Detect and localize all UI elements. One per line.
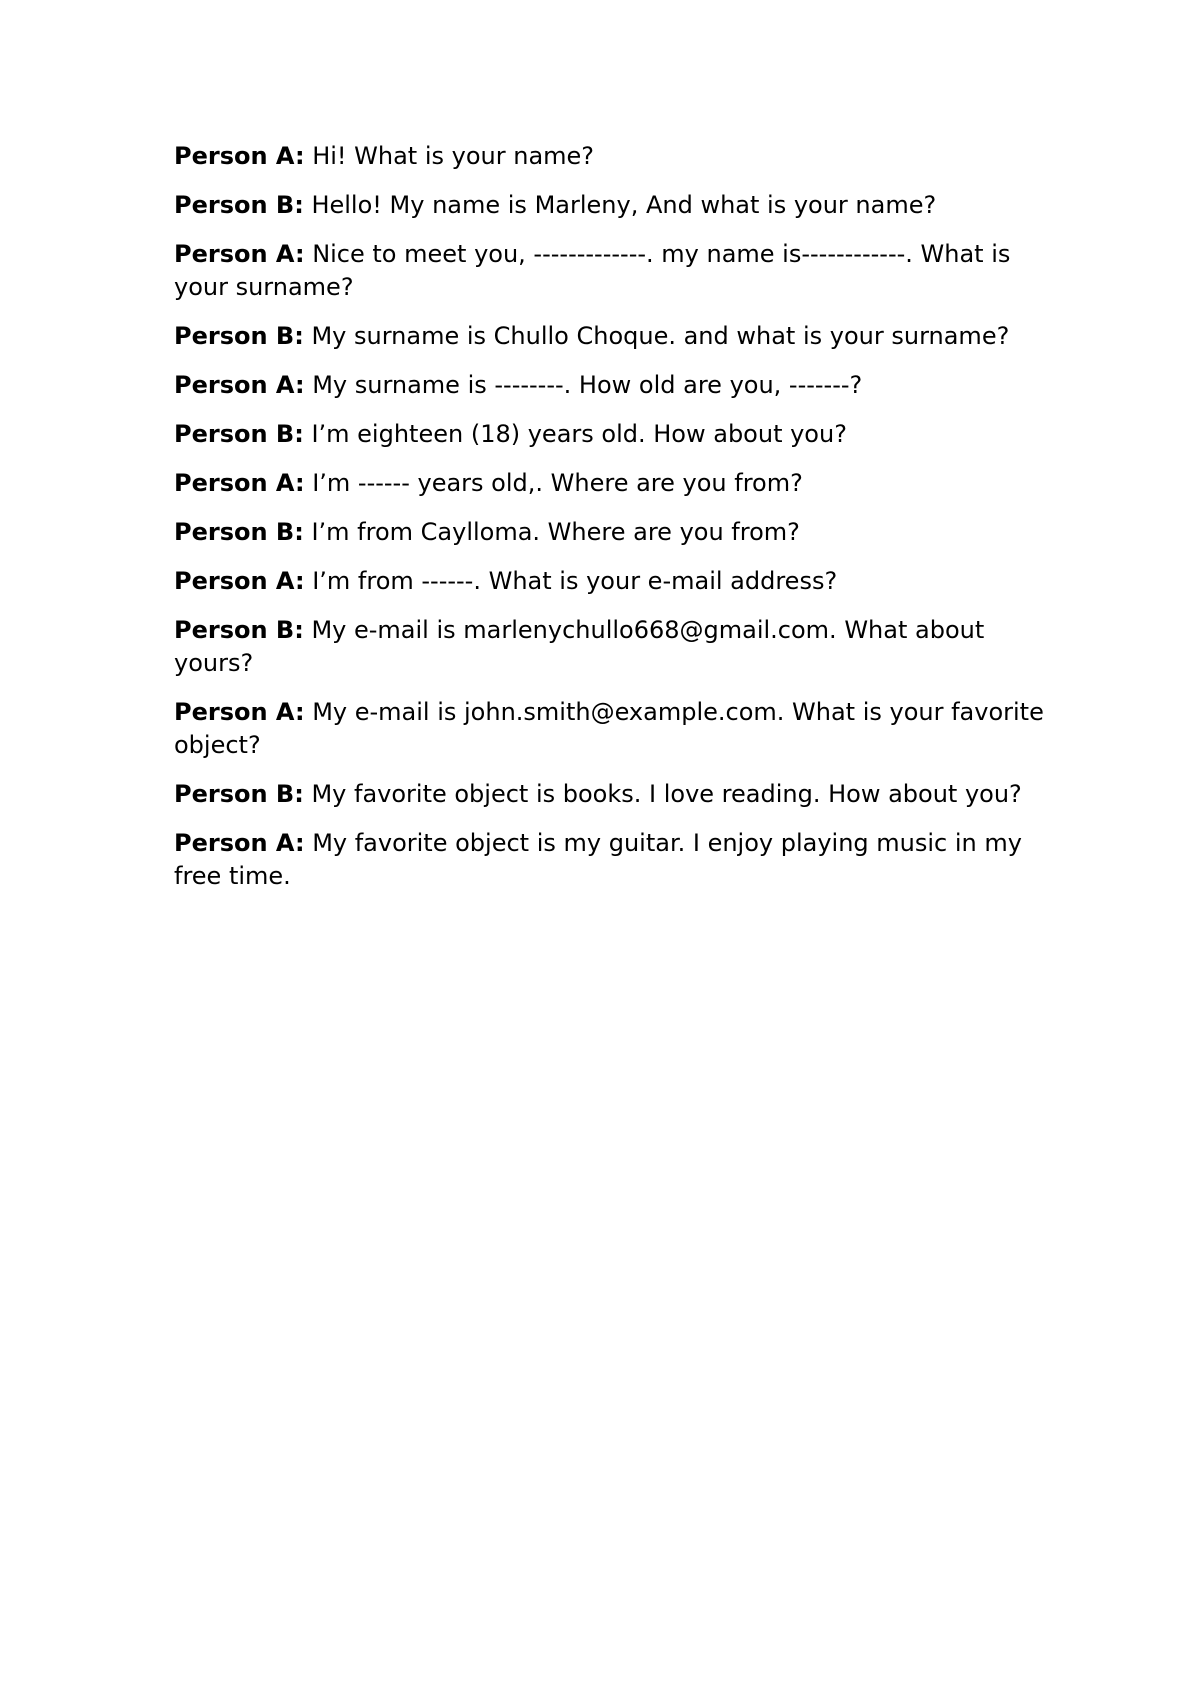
- speaker-label: Person A:: [174, 698, 305, 726]
- line-text: My favorite object is my guitar. I enjoy playing music in my free time.: [174, 829, 1022, 890]
- dialogue-line: [174, 320, 1044, 353]
- line-text: Hi! What is your name?: [312, 142, 595, 170]
- line-text: My surname is --------. How old are you, -------?: [312, 371, 863, 399]
- line-text: I’m from ------. What is your e-mail address?: [312, 567, 838, 595]
- speaker-label: Person B:: [174, 616, 304, 644]
- speaker-label: Person B:: [174, 518, 304, 546]
- dialogue-line: [174, 614, 1044, 680]
- dialogue-line: [174, 696, 1044, 762]
- dialogue-line: [174, 565, 1044, 598]
- speaker-label: Person A:: [174, 142, 305, 170]
- dialogue-line: [174, 140, 1044, 173]
- line-text: My favorite object is books. I love reading. How about you?: [311, 780, 1022, 808]
- dialogue-line: [174, 827, 1044, 893]
- dialogue-line: [174, 238, 1044, 304]
- speaker-label: Person A:: [174, 240, 305, 268]
- line-text: I’m from Caylloma. Where are you from?: [311, 518, 800, 546]
- line-text: I’m eighteen (18) years old. How about you?: [311, 420, 847, 448]
- dialogue-line: [174, 369, 1044, 402]
- speaker-label: Person A:: [174, 829, 305, 857]
- line-text: Nice to meet you, -------------. my name is------------. What is your surname?: [174, 240, 1011, 301]
- dialogue-line: [174, 418, 1044, 451]
- line-text: Hello! My name is Marleny, And what is your name?: [311, 191, 937, 219]
- dialogue: [174, 140, 1044, 909]
- speaker-label: Person A:: [174, 567, 305, 595]
- speaker-label: Person A:: [174, 371, 305, 399]
- speaker-label: Person B:: [174, 191, 304, 219]
- speaker-label: Person A:: [174, 469, 305, 497]
- speaker-label: Person B:: [174, 420, 304, 448]
- line-text: My surname is Chullo Choque. and what is your surname?: [311, 322, 1010, 350]
- dialogue-line: [174, 467, 1044, 500]
- line-text: My e-mail is john.smith@example.com. What is your favorite object?: [174, 698, 1044, 759]
- dialogue-line: [174, 516, 1044, 549]
- line-text: I’m ------ years old,. Where are you from?: [312, 469, 803, 497]
- dialogue-line: [174, 189, 1044, 222]
- speaker-label: Person B:: [174, 780, 304, 808]
- line-text: My e-mail is marlenychullo668@gmail.com. What about yours?: [174, 616, 985, 677]
- dialogue-line: [174, 778, 1044, 811]
- speaker-label: Person B:: [174, 322, 304, 350]
